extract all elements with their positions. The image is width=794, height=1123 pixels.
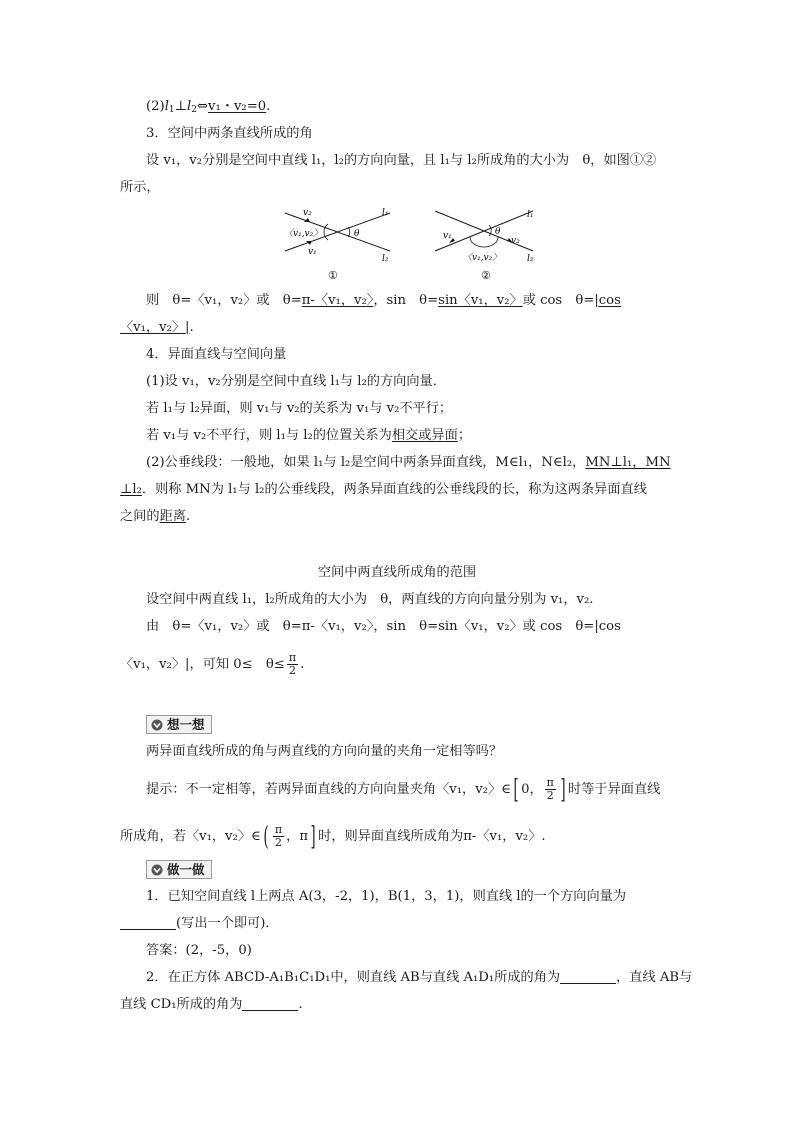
answer-blank[interactable] bbox=[560, 969, 616, 984]
p3-prefix: 若 v₁与 v₂不平行，则 l₁与 l₂的位置关系为 bbox=[146, 428, 392, 443]
think-question: 两异面直线所成的角与两直线的方向向量的夹角一定相等吗？ bbox=[146, 744, 503, 759]
sec4-p3 bbox=[146, 426, 471, 446]
section-3-title: 3．空间中两条直线所成的角 bbox=[146, 126, 313, 141]
q1-tail: (写出一个即可)． bbox=[176, 916, 279, 931]
chevron-badge-icon bbox=[151, 864, 163, 876]
interval-right: ，π bbox=[286, 829, 308, 844]
formula-prefix: 则 θ=〈v₁，v₂〉或 θ= bbox=[146, 293, 302, 308]
item-label: (2) bbox=[146, 99, 165, 114]
answer-position: 相交或异面 bbox=[391, 428, 458, 443]
frac-num: π bbox=[274, 823, 283, 836]
range-line-1: 设空间中两直线 l₁，l₂所成角的大小为 θ，两直线的方向向量分别为 v₁，v₂. bbox=[146, 592, 594, 607]
figure-1-angle-arc bbox=[324, 224, 328, 240]
perp-symbol: ⊥ bbox=[174, 99, 188, 114]
interval-left: 0， bbox=[521, 782, 543, 797]
range-l3-prefix: 〈v₁，v₂〉|，可知 0≤ θ≤ bbox=[120, 657, 285, 672]
perpendicular-condition bbox=[146, 97, 270, 117]
answer-distance: 距离 bbox=[159, 509, 186, 524]
p6-prefix: 之间的 bbox=[120, 509, 160, 524]
figure-1 bbox=[270, 203, 410, 285]
range-line-2: 由 θ=〈v₁，v₂〉或 θ=π-〈v₁，v₂〉，sin θ=sin〈v₁，v₂〉或 cos θ=|cos bbox=[146, 619, 621, 634]
answer-mn-perp-2: ⊥l₂ bbox=[120, 482, 142, 497]
formula-sin: ，sin θ= bbox=[373, 293, 439, 308]
figure-2-label-v2: v₂ bbox=[511, 236, 520, 246]
answer-blank[interactable] bbox=[242, 996, 298, 1011]
sec4-p1: (1)设 v₁，v₂分别是空间中直线 l₁与 l₂的方向向量． bbox=[146, 374, 446, 389]
range-line-3 bbox=[120, 652, 304, 677]
period: . bbox=[298, 997, 303, 1012]
answer-pi-minus: π-〈v₁，v₂〉 bbox=[301, 293, 374, 308]
figure-2-label-theta: θ bbox=[495, 227, 501, 237]
formula-cos: 或 cos θ= bbox=[522, 293, 595, 308]
period: . bbox=[266, 99, 271, 114]
frac-den: 2 bbox=[288, 664, 296, 677]
close-bracket: ] bbox=[310, 822, 316, 852]
figure-1-label-angle: 〈v₁,v₂〉 bbox=[284, 229, 323, 239]
figure-1-label-theta: θ bbox=[354, 229, 360, 239]
answer-blank[interactable] bbox=[120, 915, 176, 930]
frac-den: 2 bbox=[546, 789, 554, 802]
sec4-p4 bbox=[146, 453, 671, 473]
figure-2-caption: ② bbox=[481, 269, 491, 282]
hint2-prefix: 所成角，若〈v₁，v₂〉∈ bbox=[120, 829, 261, 844]
think-tag-label: 想一想 bbox=[167, 717, 205, 732]
p4-prefix: (2)公垂线段：一般地，如果 l₁与 l₂是空间中两条异面直线，M∈l₁，N∈l₂， bbox=[146, 455, 586, 470]
section-4-title: 4．异面直线与空间向量 bbox=[146, 347, 287, 362]
open-paren: ( bbox=[263, 822, 269, 852]
intro-line-2: 所示， bbox=[120, 180, 160, 195]
figure-2-label-l1: l₁ bbox=[527, 210, 534, 220]
figure-2-label-angle: 〈v₁,v₂〉 bbox=[463, 253, 502, 263]
figure-2-label-v1: v₁ bbox=[443, 231, 452, 241]
q1-line-2 bbox=[120, 914, 279, 934]
perp-answer: v₁・v₂=0 bbox=[208, 99, 267, 114]
q1-line-1: 1．已知空间直线 l上两点 A(3，-2，1)，B(1，3，1)，则直线 l的一个方向向量为 bbox=[146, 889, 627, 904]
figure-1-label-l2: l₂ bbox=[382, 254, 389, 264]
period: . bbox=[189, 320, 194, 335]
frac-num: π bbox=[546, 776, 554, 789]
do-tag-label: 做一做 bbox=[167, 862, 205, 877]
answer-cos-part2: 〈v₁，v₂〉| bbox=[120, 320, 190, 335]
figure-1-label-l1: l₁ bbox=[382, 208, 389, 218]
chevron-badge-icon bbox=[151, 719, 163, 731]
think-hint-2 bbox=[120, 822, 546, 852]
answer-mn-perp-1: MN⊥l₁，MN bbox=[585, 455, 671, 470]
hint-mid: 时等于异面直线 bbox=[568, 782, 661, 797]
sub-2: 2 bbox=[191, 105, 197, 116]
sub-1: 1 bbox=[168, 105, 175, 116]
q2-part-b: ，直线 AB与 bbox=[616, 970, 693, 985]
range-section-title: 空间中两直线所成角的范围 bbox=[317, 565, 477, 580]
period: . bbox=[185, 509, 191, 524]
frac-den: 2 bbox=[275, 836, 283, 849]
close-bracket: ] bbox=[560, 775, 566, 805]
frac-num: π bbox=[288, 651, 297, 664]
hint2-end: 时，则异面直线所成角为π-〈v₁，v₂〉. bbox=[318, 829, 546, 844]
q1-answer: 答案：(2，-5，0) bbox=[146, 943, 252, 958]
figure-2 bbox=[425, 203, 555, 285]
hint-prefix: 提示：不一定相等，若两异面直线的方向向量夹角〈v₁，v₂〉∈ bbox=[146, 782, 511, 797]
fraction-pi-over-2 bbox=[287, 652, 298, 677]
formula-line-1 bbox=[146, 291, 621, 311]
sec4-p2: 若 l₁与 l₂异面，则 v₁与 v₂的关系为 v₁与 v₂不平行； bbox=[146, 401, 453, 416]
hint-fraction bbox=[545, 777, 556, 802]
think-hint-1 bbox=[146, 775, 661, 805]
figure-1-label-v2: v₂ bbox=[303, 208, 312, 218]
intro-line-1: 设 v₁，v₂分别是空间中直线 l₁，l₂的方向向量，且 l₁与 l₂所成角的大小为 θ，如图①② bbox=[146, 153, 657, 168]
answer-cos-part1: |cos bbox=[594, 293, 621, 308]
figure-2-theta-arc bbox=[489, 225, 491, 236]
formula-line-2 bbox=[120, 318, 194, 338]
p5-rest: ．则称 MN为 l₁与 l₂的公垂线段，两条异面直线的公垂线段的长，称为这两条异面直线 bbox=[141, 482, 647, 497]
sec4-p5 bbox=[120, 480, 647, 500]
figure-1-label-v1: v₁ bbox=[308, 247, 317, 257]
p3-end: ； bbox=[457, 428, 471, 443]
do-tag bbox=[146, 860, 212, 879]
figure-1-caption: ① bbox=[328, 269, 338, 282]
q2-line-2 bbox=[120, 995, 303, 1015]
period: . bbox=[300, 657, 305, 672]
sec4-p6 bbox=[120, 507, 190, 527]
q2-line-2-text: 直线 CD₁所成的角为 bbox=[120, 997, 243, 1012]
iff-symbol: ⇔ bbox=[196, 99, 209, 114]
figure-2-angle-arc bbox=[470, 237, 498, 247]
open-bracket: [ bbox=[513, 775, 519, 805]
figure-2-label-l2: l₂ bbox=[527, 254, 534, 264]
answer-sin: sin〈v₁，v₂〉 bbox=[438, 293, 523, 308]
line-l2: l bbox=[187, 99, 192, 114]
hint2-fraction bbox=[273, 824, 284, 849]
line-l1: l bbox=[164, 99, 169, 114]
q2-part-a: 2．在正方体 ABCD-A₁B₁C₁D₁中，则直线 AB与直线 A₁D₁所成的角为 bbox=[146, 970, 561, 985]
think-tag bbox=[146, 715, 212, 734]
q2-line-1 bbox=[146, 968, 692, 988]
